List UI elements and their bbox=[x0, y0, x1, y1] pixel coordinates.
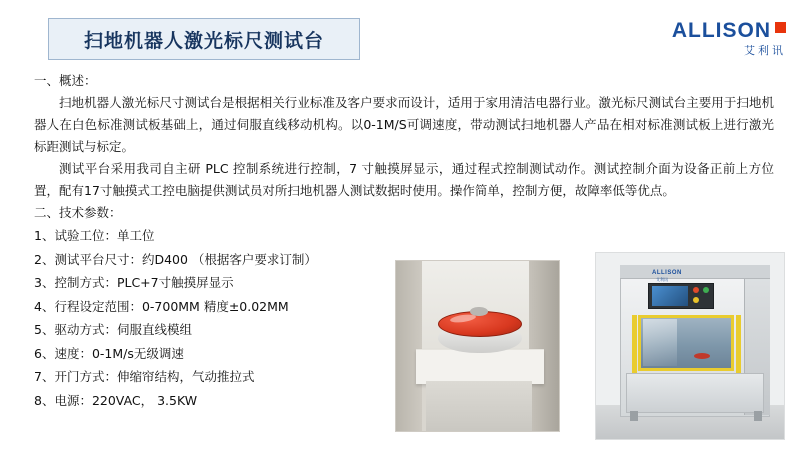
list-item: 7、开门方式：伸缩帘结构，气动推拉式 bbox=[34, 369, 255, 384]
cabinet-frame-left bbox=[632, 315, 637, 373]
touchscreen-display bbox=[652, 286, 688, 306]
warning-button-icon bbox=[693, 297, 699, 303]
list-item: 1、试验工位：单工位 bbox=[34, 228, 155, 243]
cabinet-base-cabinet bbox=[626, 373, 764, 413]
overview-heading: 一、概述： bbox=[34, 73, 97, 88]
brand-name-cn: 艾利讯 bbox=[744, 44, 786, 57]
test-table-top bbox=[416, 349, 544, 384]
list-item: 6、速度：0-1M/s无级调速 bbox=[34, 345, 184, 361]
stop-button-icon bbox=[693, 287, 699, 293]
list-item: 5、驱动方式：伺服直线模组 bbox=[34, 322, 192, 337]
cabinet-foot-left bbox=[630, 411, 638, 421]
list-item: 3、控制方式：PLC+7寸触摸屏显示 bbox=[34, 275, 234, 290]
cabinet-brand-en: ALLISON bbox=[652, 270, 682, 276]
brand-name-row bbox=[672, 20, 786, 41]
cabinet-brand-cn: 艾利讯 bbox=[656, 277, 668, 282]
list-item: 8、电源：220VAC， 3.5KW bbox=[34, 392, 198, 408]
list-item: 2、测试平台尺寸：约D400 （根据客户要求订制） bbox=[34, 251, 317, 267]
cabinet-frame-right bbox=[736, 315, 741, 373]
document-header bbox=[0, 14, 800, 62]
window-reflection bbox=[643, 319, 677, 366]
page-title-box bbox=[48, 18, 360, 60]
button-cluster bbox=[693, 287, 711, 305]
specs-heading: 二、技术参数： bbox=[34, 205, 122, 220]
photo-wall-left bbox=[396, 261, 422, 432]
photo-wall-right bbox=[529, 261, 559, 432]
start-button-icon bbox=[703, 287, 709, 293]
laser-test-cabinet-photo bbox=[595, 252, 785, 440]
photo-gallery bbox=[395, 252, 785, 442]
list-item: 4、行程设定范围：0-700MM 精度±0.02MM bbox=[34, 298, 289, 314]
overview-paragraph-2: 测试平台采用我司自主研 PLC 控制系统进行控制，7 寸触摸屏显示，通过程式控制测试动作。测试控制介面为设备正前上方位置，配有17寸触摸式工控电脑提供测试员对所扫地机器人测试数据时使用。操作简单，控制方便，故障率低等优点。 bbox=[34, 161, 774, 198]
company-logo bbox=[672, 20, 786, 56]
test-table-body bbox=[426, 381, 532, 432]
cabinet-foot-right bbox=[754, 411, 762, 421]
page-title: 扫地机器人激光标尺测试台 bbox=[83, 29, 324, 52]
cabinet-top-panel bbox=[620, 265, 770, 279]
overview-paragraph-1: 扫地机器人激光标尺寸测试台是根据相关行业标准及客户要求而设计，适用于家用清洁电器行业。激光标尺测试台主要用于扫地机器人在白色标准测试板基础上，通过伺服直线移动机构。以0-1M/S可调速度，带动测试扫地机器人产品在相对标准测试板上进行激光标距测试与标定。 bbox=[34, 95, 774, 154]
brand-square-icon bbox=[775, 22, 786, 33]
specs-list bbox=[34, 224, 424, 412]
brand-name-en: ALLISON bbox=[671, 19, 771, 42]
robot-sensor-knob bbox=[470, 307, 488, 316]
robot-inside-cabinet bbox=[694, 353, 710, 359]
robot-on-test-table-photo bbox=[395, 260, 560, 432]
